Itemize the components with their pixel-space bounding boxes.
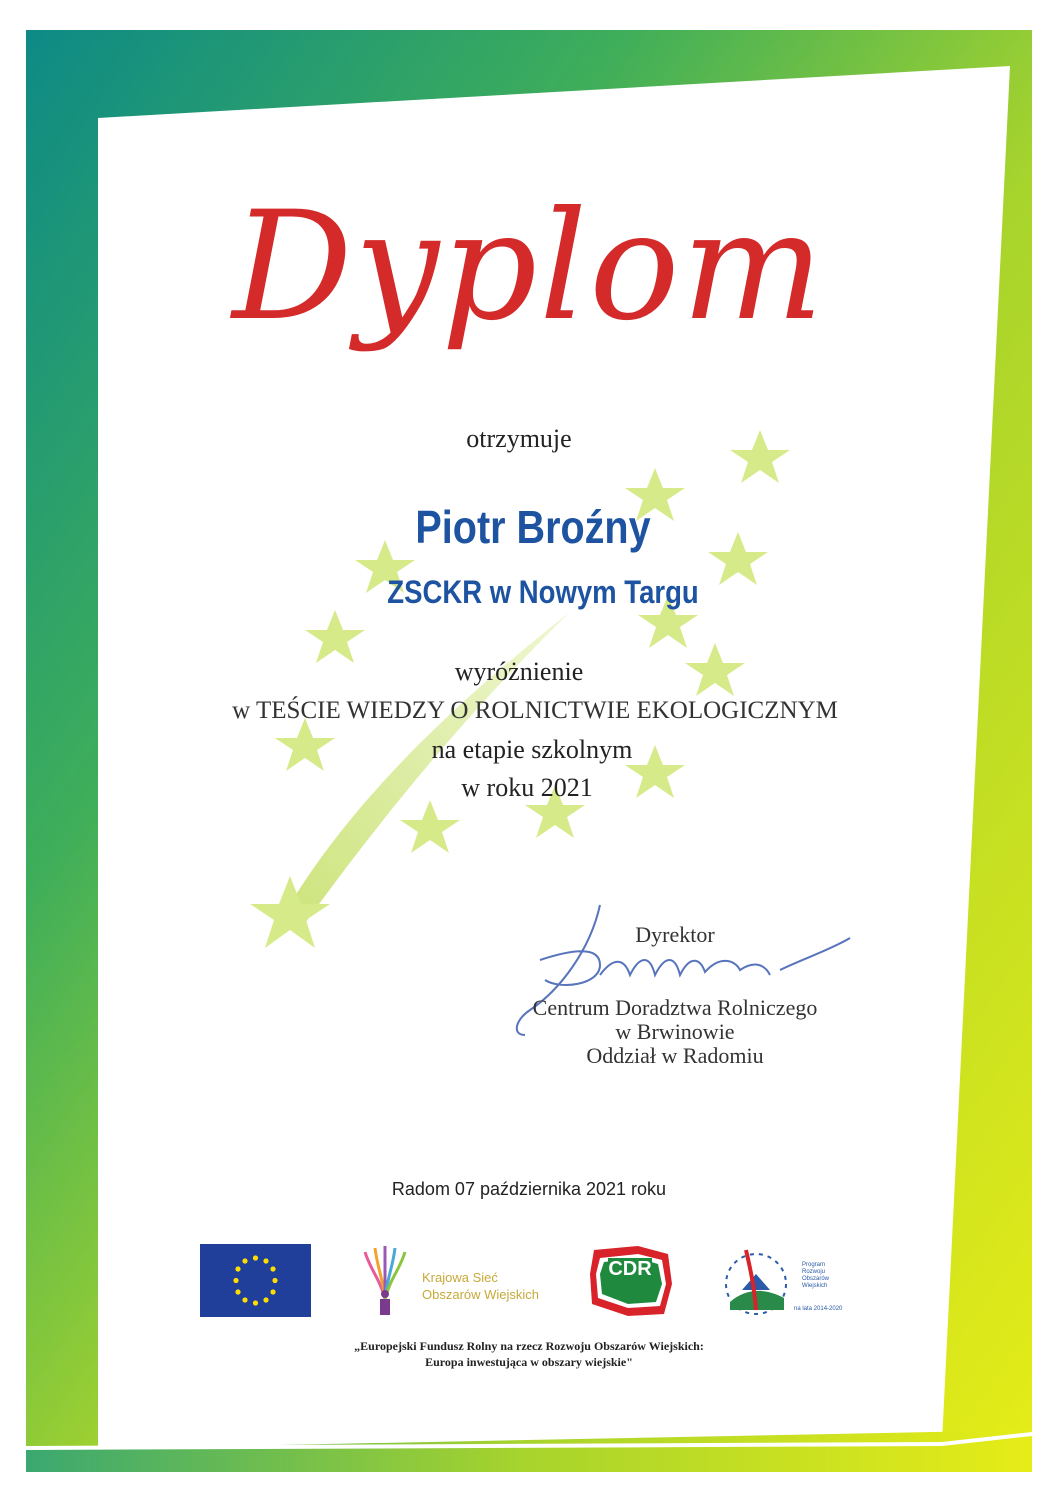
prow-line4: Wiejskich [802, 1283, 828, 1289]
signatory-title: Dyrektor [635, 922, 715, 947]
received-label: otrzymuje [466, 424, 572, 453]
school-name: ZSCKR w Nowym Targu [387, 574, 699, 610]
ksow-line1: Krajowa Sieć [422, 1270, 498, 1285]
ksow-line2: Obszarów Wiejskich [422, 1287, 540, 1302]
cdr-logo [588, 1244, 674, 1318]
prow-line1: Program [802, 1262, 826, 1268]
competition-name: w TEŚCIE WIEDZY O ROLNICTWIE EKOLOGICZNYM [232, 697, 838, 724]
eu-flag-logo [200, 1244, 311, 1317]
competition-stage: na etapie szkolnym [431, 735, 633, 764]
recipient-name: Piotr Broźny [415, 501, 651, 553]
diploma-title: Dyplom [232, 180, 826, 354]
footer-line1: „Europejski Fundusz Rolny na rzecz Rozwoju Obszarów Wiejskich: [354, 1339, 704, 1353]
cdr-label: CDR [608, 1258, 652, 1280]
award-type: wyróżnienie [454, 657, 584, 686]
prow-line5: na lata 2014-2020 [794, 1306, 843, 1312]
competition-year: w roku 2021 [461, 773, 593, 802]
footer-line2: Europa inwestująca w obszary wiejskie" [425, 1355, 633, 1369]
eu-stars-icon [233, 1255, 277, 1305]
ksow-tree-logo [355, 1244, 415, 1319]
signatory-org-line2: w Brwinowie [615, 1019, 735, 1044]
prow-line3: Obszarów [802, 1276, 830, 1282]
signatory-org-line1: Centrum Doradztwa Rolniczego [532, 995, 818, 1020]
issue-date: Radom 07 października 2021 roku [391, 1179, 667, 1199]
signatory-org-line3: Oddział w Radomiu [586, 1043, 764, 1068]
prow-line2: Rozwoju [802, 1269, 826, 1275]
prow-logo [716, 1244, 796, 1320]
